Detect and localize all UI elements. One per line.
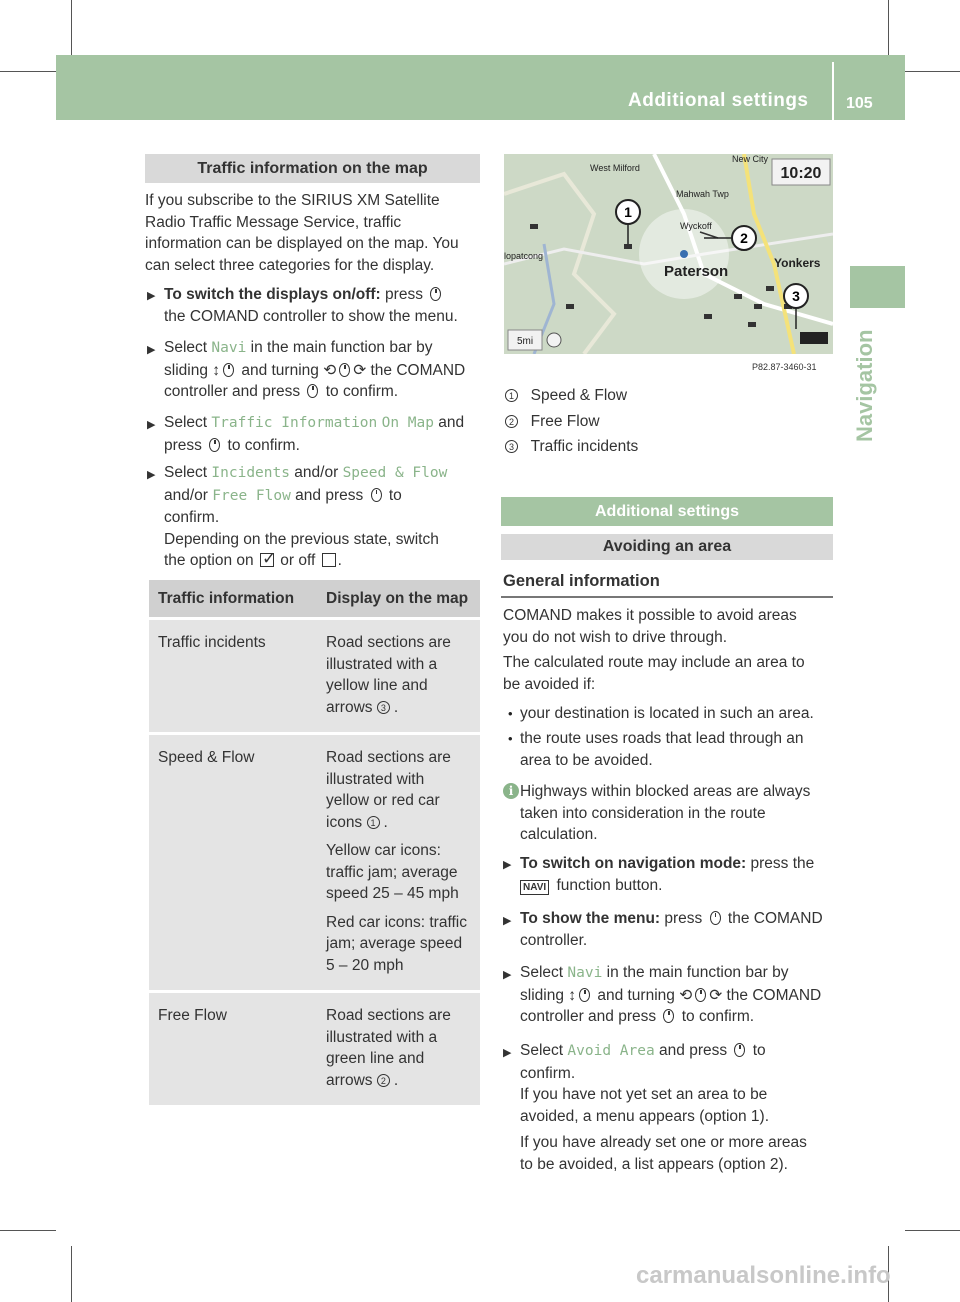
table-cell: Free Flow (149, 992, 317, 1107)
step-select-incidents: Select Incidents and/or Speed & Flow and/or Free Flow and press to confirm. Depending on the previous state, switch the option on ✓ or off . (164, 462, 447, 572)
divider (501, 596, 833, 598)
subheading-general-info: General information (503, 572, 660, 590)
table-cell: Road sections are illustrated with yellow or red car icons 1 . Yellow car icons: traffic jam; average speed 25 – 45 mph Red car icons: traffic jam; average speed 5 – 20 mph (317, 734, 480, 992)
crop-mark (905, 1230, 960, 1231)
table-header-row (149, 580, 480, 619)
controller-turn-icon (695, 988, 706, 1002)
info-icon: i (503, 782, 519, 800)
traffic-map-screenshot (504, 154, 833, 354)
controller-press-icon (307, 384, 318, 398)
paragraph: COMAND makes it possible to avoid areas you do not wish to drive through. (503, 607, 797, 646)
map-place: Mahwah Twp (676, 189, 729, 199)
controller-press-icon (209, 438, 220, 452)
side-tab-block (850, 266, 905, 308)
header-divider (832, 62, 834, 120)
svg-text:3: 3 (792, 288, 800, 304)
controller-press-icon (663, 1009, 674, 1023)
crop-mark (71, 1246, 72, 1302)
step-select-navi: Select Navi in the main function bar by sliding ↕ and turning ⟲ ⟳ the COMAND controller and press to confirm. (164, 339, 466, 400)
map-place: lopatcong (504, 251, 544, 261)
side-tab-label: Navigation (852, 329, 877, 442)
map-place: Paterson (664, 263, 729, 280)
intro-paragraph: If you subscribe to the SIRIUS XM Satellite Radio Traffic Message Service, traffic information can be displayed on the map. You can select three categories for the display. (145, 192, 459, 274)
map-graphic (504, 154, 833, 354)
crop-mark (888, 0, 889, 55)
bullet-item: the route uses roads that lead through an area to be avoided. (520, 730, 804, 769)
map-place: Wyckoff (680, 221, 712, 231)
step-arrow-icon: ▶ (147, 469, 156, 481)
controller-press-icon (430, 287, 441, 301)
svg-text:1: 1 (624, 204, 632, 220)
table-row (149, 619, 480, 734)
controller-slide-icon (579, 988, 590, 1002)
step-show-menu: To show the menu: press the COMAND controller. (520, 910, 823, 949)
crop-mark (71, 0, 72, 55)
controller-press-icon (734, 1043, 745, 1057)
bullet-item: your destination is located in such an area. (520, 705, 814, 722)
step-select-avoid-area: Select Avoid Area and press to confirm. If you have not yet set an area to be avoided, a menu appears (option 1). If you have already set one or more areas to be avoided, a list appears (option 2). (520, 1042, 807, 1173)
step-arrow-icon: ▶ (503, 969, 512, 981)
info-note: Highways within blocked areas are always taken into consideration in the route calculation. (520, 783, 811, 843)
step-arrow-icon: ▶ (147, 419, 156, 431)
table-header: Display on the map (317, 580, 480, 619)
map-place: West Milford (590, 163, 640, 173)
crop-mark (0, 71, 56, 72)
map-time: 10:20 (780, 165, 822, 182)
table-cell: Traffic incidents (149, 619, 317, 734)
page-number: 105 (846, 95, 873, 112)
table-cell: Speed & Flow (149, 734, 317, 992)
table-row (149, 992, 480, 1107)
step-select-navi-right: Select Navi in the main function bar by sliding ↕ and turning ⟲ ⟳ the COMAND controller and press to confirm. (520, 964, 822, 1025)
step-arrow-icon: ▶ (503, 859, 512, 871)
section-title-traffic-map: Traffic information on the map (145, 154, 480, 183)
traffic-info-table (149, 580, 480, 1108)
map-legend: 1 Speed & Flow 2 Free Flow 3 Traffic incidents (505, 385, 638, 458)
step-switch-displays: To switch the displays on/off: press the COMAND controller to show the menu. (164, 286, 458, 325)
table-cell: Road sections are illustrated with a yellow line and arrows 3 . (317, 619, 480, 734)
step-arrow-icon: ▶ (147, 344, 156, 356)
crop-mark (0, 1230, 56, 1231)
table-cell: Road sections are illustrated with a green line and arrows 2 . (317, 992, 480, 1107)
map-callout-3 (784, 284, 808, 308)
checkbox-off-icon (322, 553, 336, 567)
map-callout-2 (732, 226, 756, 250)
step-arrow-icon: ▶ (147, 290, 156, 302)
step-select-traffic-info: Select Traffic Information On Map and press to confirm. (164, 414, 465, 454)
crop-mark (905, 71, 960, 72)
section-title-additional-settings: Additional settings (501, 497, 833, 526)
bullet-icon: • (508, 706, 513, 721)
bullet-icon: • (508, 731, 513, 746)
paragraph: The calculated route may include an area to be avoided if: (503, 654, 805, 693)
controller-turn-icon (339, 363, 350, 377)
map-place: New City (732, 154, 769, 164)
step-arrow-icon: ▶ (503, 915, 512, 927)
map-place: Yonkers (774, 256, 821, 270)
controller-press-icon (710, 911, 721, 925)
figure-code: P82.87-3460-31 (752, 362, 817, 372)
page-title: Additional settings (628, 90, 809, 111)
svg-text:2: 2 (740, 230, 748, 246)
checkbox-on-icon (260, 553, 274, 567)
controller-press-icon (371, 488, 382, 502)
map-callout-1 (616, 200, 640, 224)
step-arrow-icon: ▶ (503, 1047, 512, 1059)
map-scale: 5mi (516, 336, 534, 347)
watermark: carmanualsonline.info (636, 1262, 891, 1289)
step-navigation-mode: To switch on navigation mode: press the NAVI function button. (520, 855, 815, 894)
section-title-avoiding-area: Avoiding an area (501, 534, 833, 560)
navi-key-icon: NAVI (520, 880, 549, 895)
controller-slide-icon (223, 363, 234, 377)
table-row (149, 734, 480, 992)
table-header: Traffic information (149, 580, 317, 619)
